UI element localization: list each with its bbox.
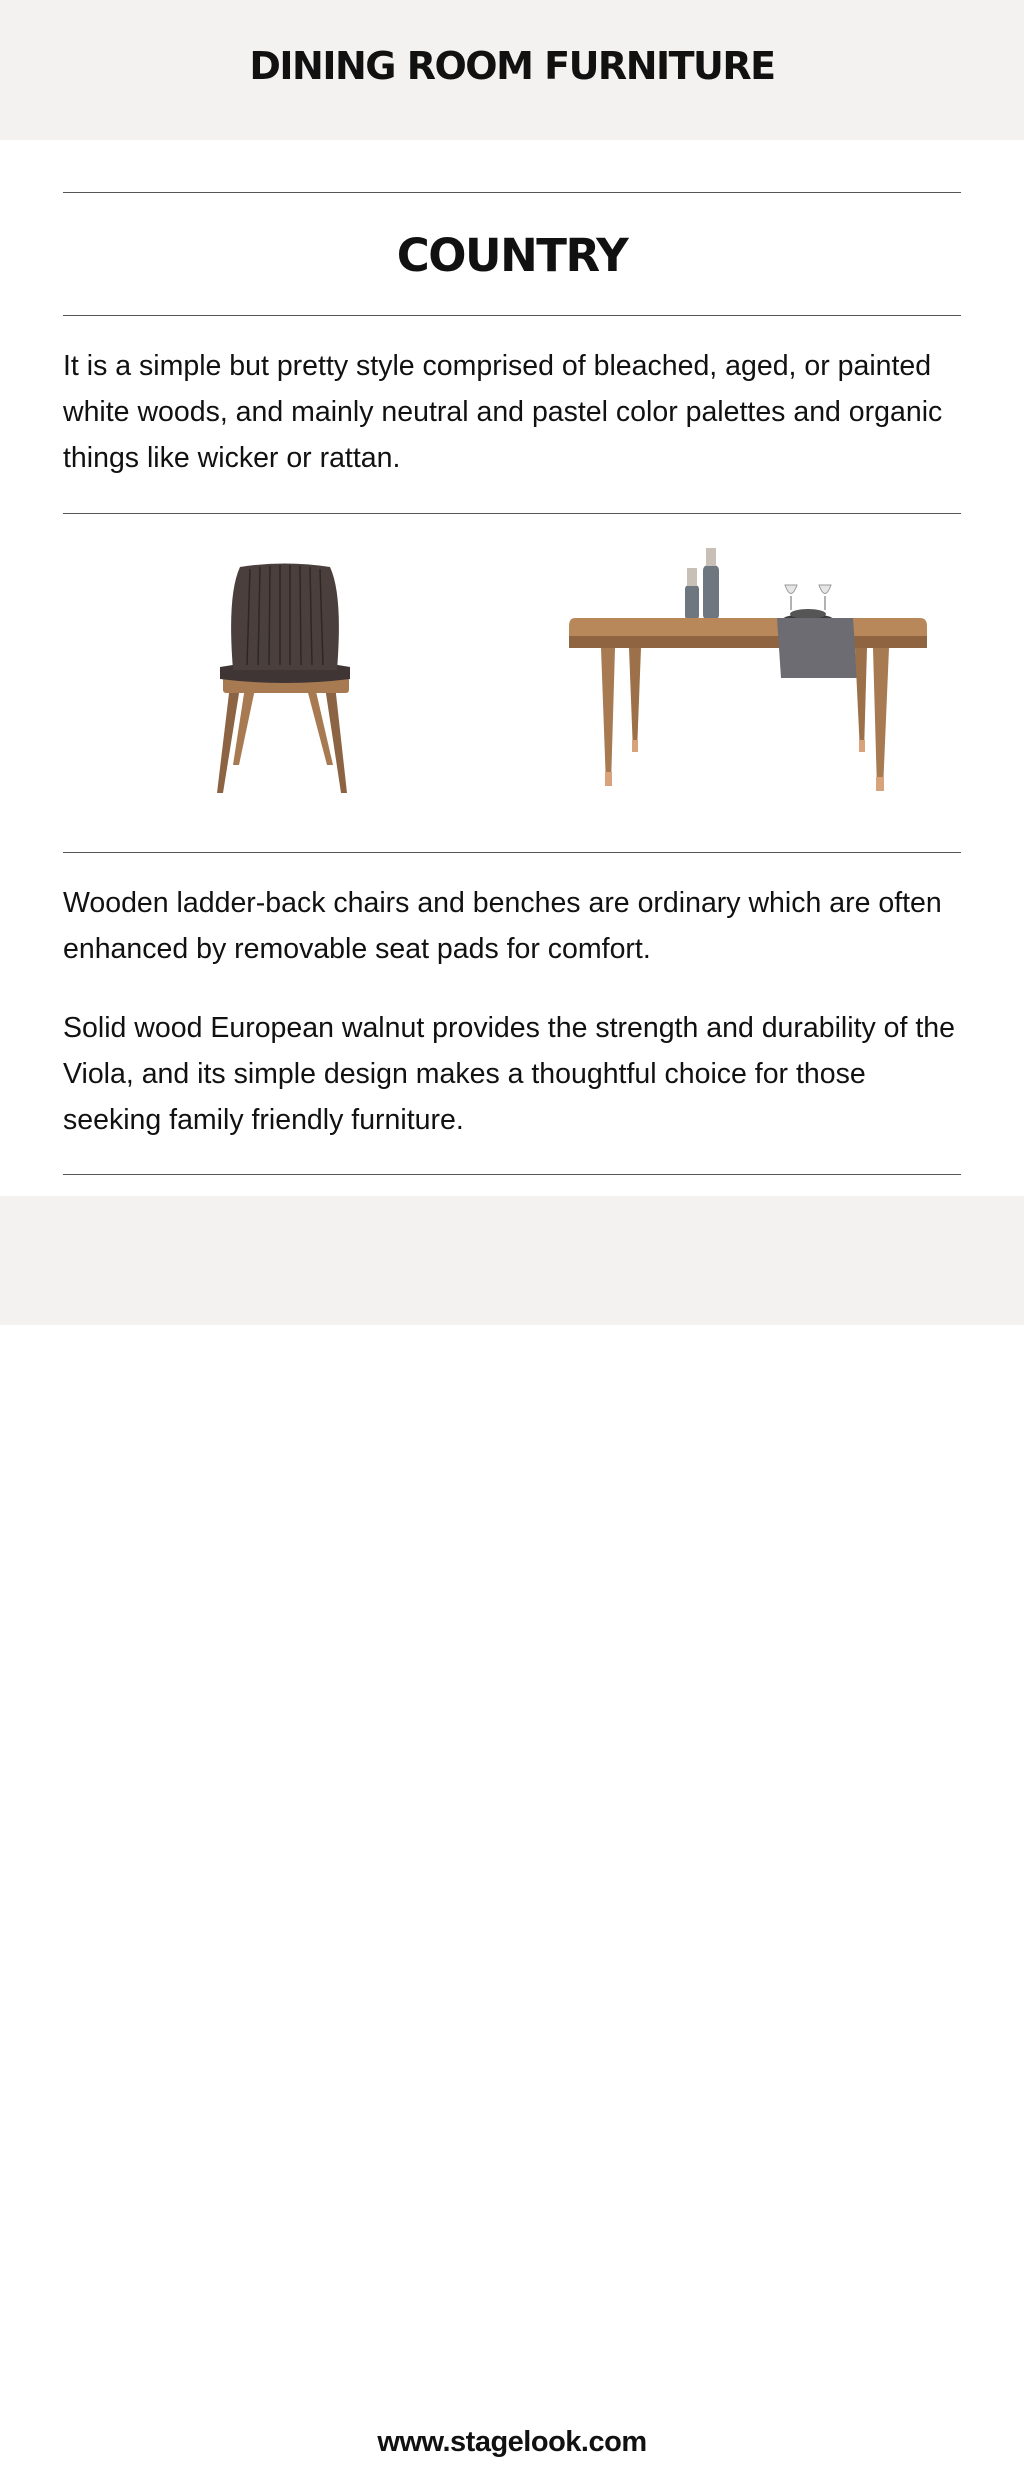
dining-chair-icon — [195, 555, 375, 800]
dining-table-icon — [535, 540, 960, 820]
page-title: DINING ROOM FURNITURE — [249, 44, 775, 88]
section-title: COUNTRY — [396, 229, 628, 282]
divider — [63, 192, 961, 193]
walnut-paragraph: Solid wood European walnut provides the strength and durability of the Viola, and its simple design makes a thoughtful choice for those seeking family friendly furniture. — [63, 1012, 955, 1136]
page-header — [0, 0, 1024, 140]
website-link[interactable]: www.stagelook.com — [377, 2426, 647, 2458]
chairs-paragraph: Wooden ladder-back chairs and benches are ordinary which are often enhanced by removable seat pads for comfort. — [63, 887, 942, 965]
page-number: Page 7 — [480, 2468, 544, 2490]
divider — [63, 1174, 961, 1175]
intro-paragraph: It is a simple but pretty style comprised of bleached, aged, or painted white woods, and mainly neutral and pastel color palettes and organic things like wicker or rattan. — [63, 350, 943, 474]
divider — [63, 852, 961, 853]
divider — [63, 315, 961, 316]
divider — [63, 513, 961, 514]
